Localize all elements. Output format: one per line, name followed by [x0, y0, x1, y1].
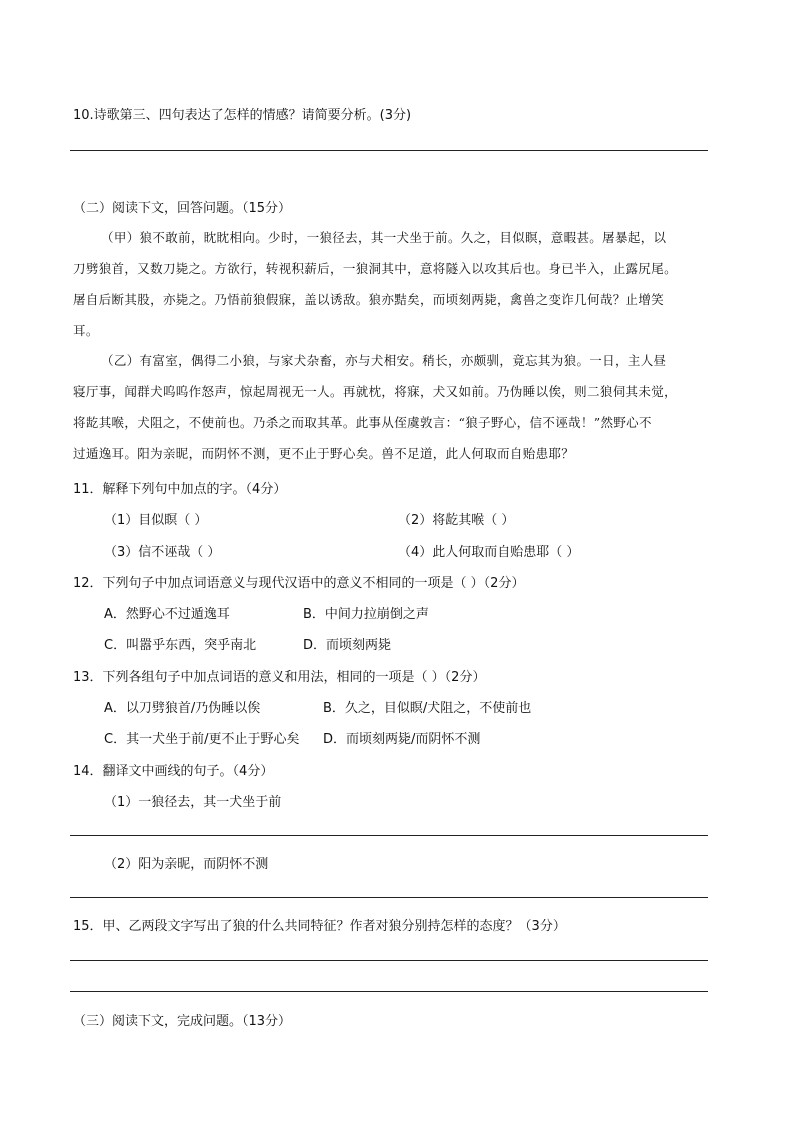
question-12-option-c: C．叫嚣乎东西，突乎南北 — [104, 638, 257, 653]
question-11-stem: 11．解释下列句中加点的字。（4分） — [73, 482, 287, 497]
question-12-option-d: D．而顷刻两毙 — [303, 638, 392, 653]
question-13-stem: 13．下列各组句子中加点词语的意义和用法，相同的一项是（ ）（2分） — [73, 670, 486, 685]
question-13-option-d: D．而顷刻两毙/而阴怀不测 — [323, 732, 481, 747]
question-14-item-2: （2）阳为亲昵，而阴怀不测 — [104, 857, 269, 872]
passage-jia — [73, 222, 721, 346]
section-2-heading: （二）阅读下文，回答问题。（15分） — [73, 201, 292, 216]
question-11-item-4: （4）此人何取而自贻患耶（ ） — [398, 545, 580, 560]
question-14-stem: 14．翻译文中画线的句子。（4分） — [73, 764, 274, 779]
question-13-option-b: B．久之，目似瞑/犬阻之，不使前也 — [323, 701, 532, 716]
question-10: 10.诗歌第三、四句表达了怎样的情感？请简要分析。(3分) — [73, 108, 412, 123]
section-3-heading: （三）阅读下文，完成问题。（13分） — [73, 1014, 292, 1029]
passage-line: 耳。 — [73, 323, 99, 338]
passage-line: （甲）狼不敢前，眈眈相向。少时，一狼径去，其一犬坐于前。久之，目似瞑，意暇甚。屠暴起，以 — [101, 230, 667, 245]
answer-line — [70, 835, 708, 836]
question-11-item-1: （1）目似瞑（ ） — [104, 513, 208, 528]
answer-line — [70, 960, 708, 961]
passage-line: （乙）有富室，偶得二小狼，与家犬杂畜，亦与犬相安。稍长，亦颇驯，竟忘其为狼。一日，主人昼 — [101, 353, 667, 368]
question-12-option-a: A．然野心不过遁逸耳 — [104, 607, 230, 622]
question-12-stem: 12．下列句子中加点词语意义与现代汉语中的意义不相同的一项是（ ）（2分） — [73, 576, 525, 591]
question-11-item-2: （2）将龁其喉（ ） — [398, 513, 515, 528]
passage-line: 将龁其喉，犬阻之，不使前也。乃杀之而取其革。此事从侄虞敦言：“狼子野心，信不诬哉！”然野心不 — [73, 415, 652, 430]
passage-line: 屠自后断其股，亦毙之。乃悟前狼假寐，盖以诱敌。狼亦黠矣，而顷刻两毙，禽兽之变诈几何哉？止增笑 — [73, 292, 665, 307]
question-14-item-1: （1）一狼径去，其一犬坐于前 — [104, 795, 282, 810]
question-15-stem: 15．甲、乙两段文字写出了狼的什么共同特征？作者对狼分别持怎样的态度？（3分） — [73, 919, 566, 934]
answer-line — [70, 897, 708, 898]
question-13-option-a: A．以刀劈狼首/乃伪睡以俟 — [104, 701, 261, 716]
question-13-option-c: C．其一犬坐于前/更不止于野心矣 — [104, 732, 300, 747]
passage-yi — [73, 345, 721, 469]
answer-line — [70, 991, 708, 992]
passage-line: 过遁逸耳。阳为亲昵，而阴怀不测，更不止于野心矣。兽不足道，此人何取而自贻患耶？ — [73, 446, 575, 461]
question-11-item-3: （3）信不诬哉（ ） — [104, 545, 221, 560]
question-12-option-b: B．中间力拉崩倒之声 — [303, 607, 429, 622]
passage-line: 寝厅事，闻群犬呜呜作怒声，惊起周视无一人。再就枕，将寐，犬又如前。乃伪睡以俟，则二狼伺其未觉， — [73, 384, 677, 399]
passage-line: 刀劈狼首，又数刀毙之。方欲行，转视积薪后，一狼洞其中，意将隧入以攻其后也。身已半入，止露尻尾。 — [73, 261, 677, 276]
answer-line — [70, 150, 708, 151]
